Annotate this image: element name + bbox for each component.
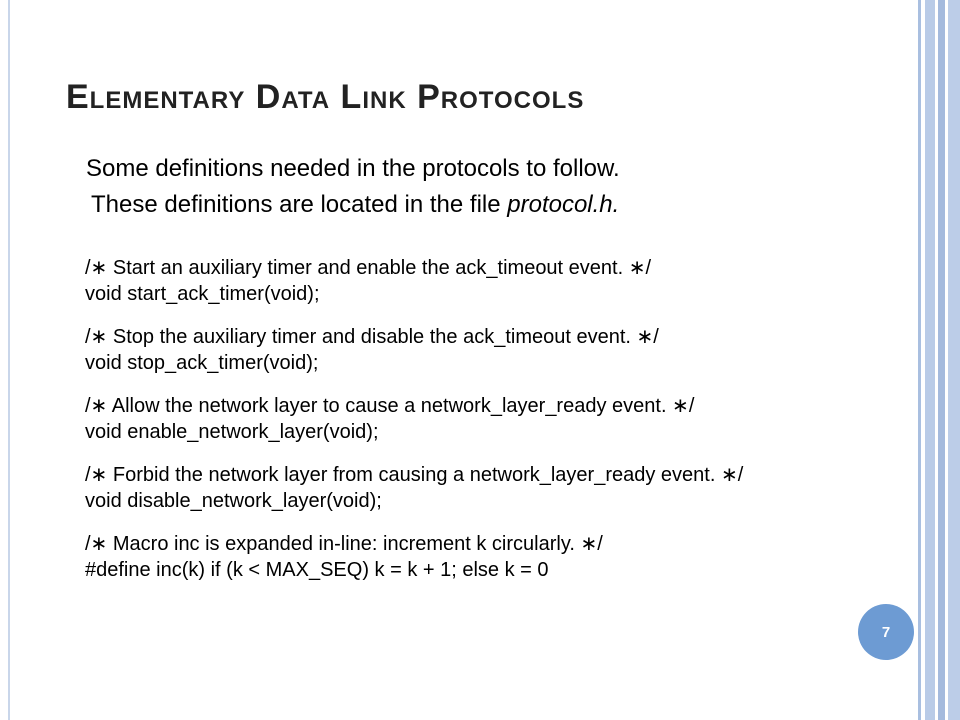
page-number-badge: 7 <box>858 604 914 660</box>
subtitle-line-2-text: These definitions are located in the file <box>91 191 508 218</box>
frame-stripe <box>948 0 960 720</box>
code-comment: /∗ Start an auxiliary timer and enable the ack_timeout event. ∗/ <box>85 257 652 279</box>
code-statement: void enable_network_layer(void); <box>85 421 379 443</box>
code-block <box>85 255 875 307</box>
frame-stripe <box>938 0 945 720</box>
subtitle-line-1: Some definitions needed in the protocols to follow. <box>86 155 620 182</box>
frame-stripe <box>925 0 935 720</box>
subtitle-line-2 <box>86 187 826 223</box>
code-listing <box>85 255 875 600</box>
code-block <box>85 393 875 445</box>
frame-left-line <box>8 0 10 720</box>
code-comment: /∗ Forbid the network layer from causing a network_layer_ready event. ∗/ <box>85 464 744 486</box>
code-statement: void start_ack_timer(void); <box>85 283 320 305</box>
code-block <box>85 462 875 514</box>
code-comment: /∗ Stop the auxiliary timer and disable the ack_timeout event. ∗/ <box>85 326 659 348</box>
code-statement: #define inc(k) if (k < MAX_SEQ) k = k + 1; else k = 0 <box>85 559 549 581</box>
code-block <box>85 324 875 376</box>
slide-title: Elementary Data Link Protocols <box>66 78 585 116</box>
slide-subtitle <box>86 151 826 223</box>
frame-right-stripes <box>914 0 960 720</box>
code-comment: /∗ Macro inc is expanded in-line: increment k circularly. ∗/ <box>85 533 603 555</box>
code-comment: /∗ Allow the network layer to cause a network_layer_ready event. ∗/ <box>85 395 695 417</box>
code-statement: void stop_ack_timer(void); <box>85 352 319 374</box>
file-name: protocol.h. <box>507 191 620 218</box>
code-block <box>85 531 875 583</box>
code-statement: void disable_network_layer(void); <box>85 490 382 512</box>
